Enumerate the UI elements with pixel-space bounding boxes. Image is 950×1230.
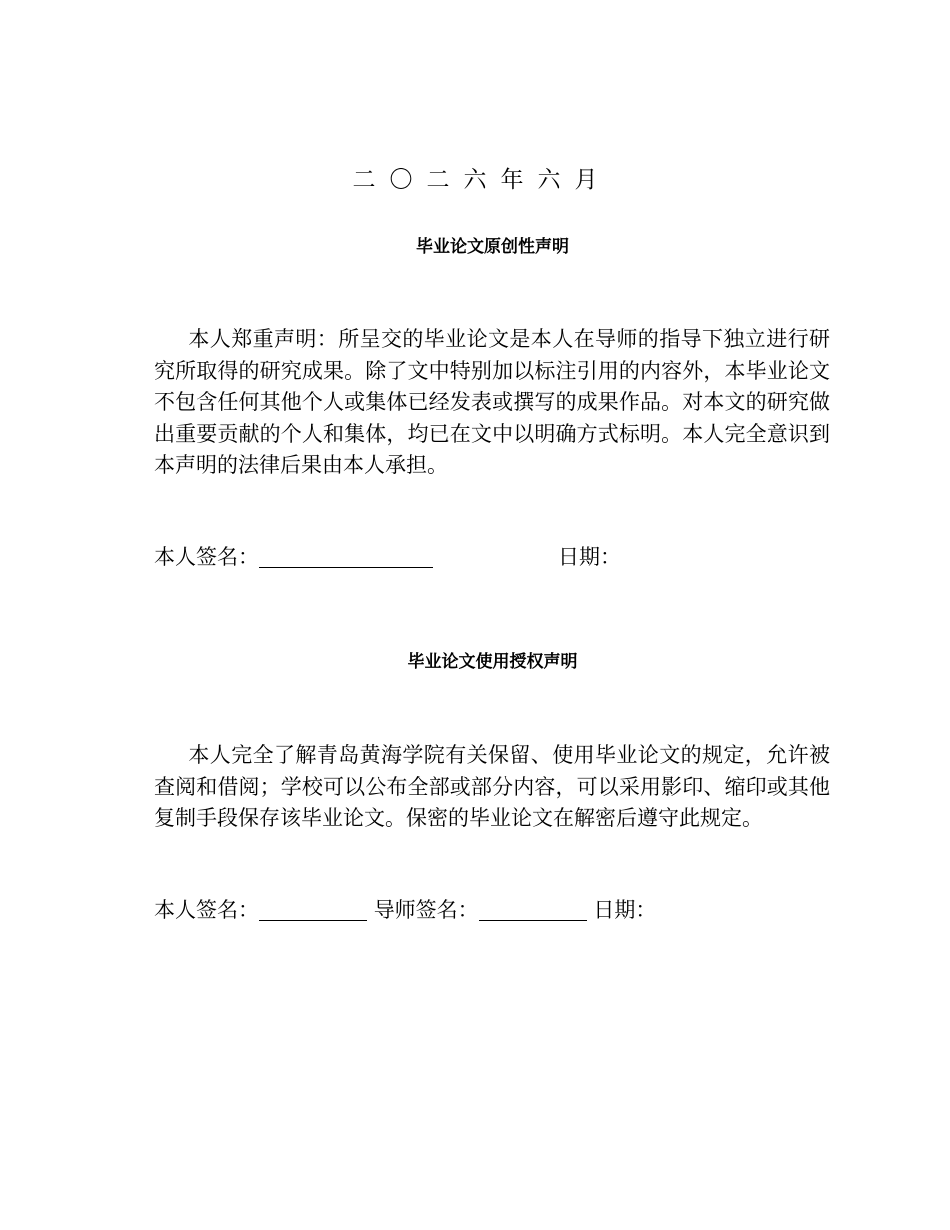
advisor-signature-line[interactable]: [479, 898, 587, 921]
authorization-paragraph-text: 本人完全了解青岛黄海学院有关保留、使用毕业论文的规定，允许被查阅和借阅；学校可以公布全部或部分内容，可以采用影印、缩印或其他复制手段保存该毕业论文。保密的毕业论文在解密后遵守此规定。: [154, 743, 830, 830]
originality-paragraph-text: 本人郑重声明：所呈交的毕业论文是本人在导师的指导下独立进行研究所取得的研究成果。除了文中特别加以标注引用的内容外，本毕业论文不包含任何其他个人或集体已经发表或撰写的成果作品。对本文的研究做出重要贡献的个人和集体，均已在文中以明确方式标明。本人完全意识到本声明的法律后果由本人承担。: [154, 327, 830, 477]
authorization-signature-line[interactable]: [259, 898, 367, 921]
authorization-signature-row: [154, 895, 854, 925]
authorization-title: 毕业论文使用授权声明: [407, 652, 578, 672]
authorization-date-label: 日期：: [593, 898, 657, 922]
originality-signature-row: [154, 542, 854, 572]
originality-signature-label: 本人签名：: [154, 545, 259, 569]
authorization-paragraph: [154, 740, 830, 835]
originality-signature-line[interactable]: [259, 545, 433, 568]
originality-title: 毕业论文原创性声明: [416, 237, 569, 257]
authorization-signature-label: 本人签名：: [154, 898, 259, 922]
originality-date-label: 日期：: [558, 545, 621, 569]
advisor-signature-label: 导师签名：: [373, 898, 479, 922]
originality-paragraph: [154, 324, 830, 482]
date-heading: 二〇二六年六月: [352, 167, 612, 193]
